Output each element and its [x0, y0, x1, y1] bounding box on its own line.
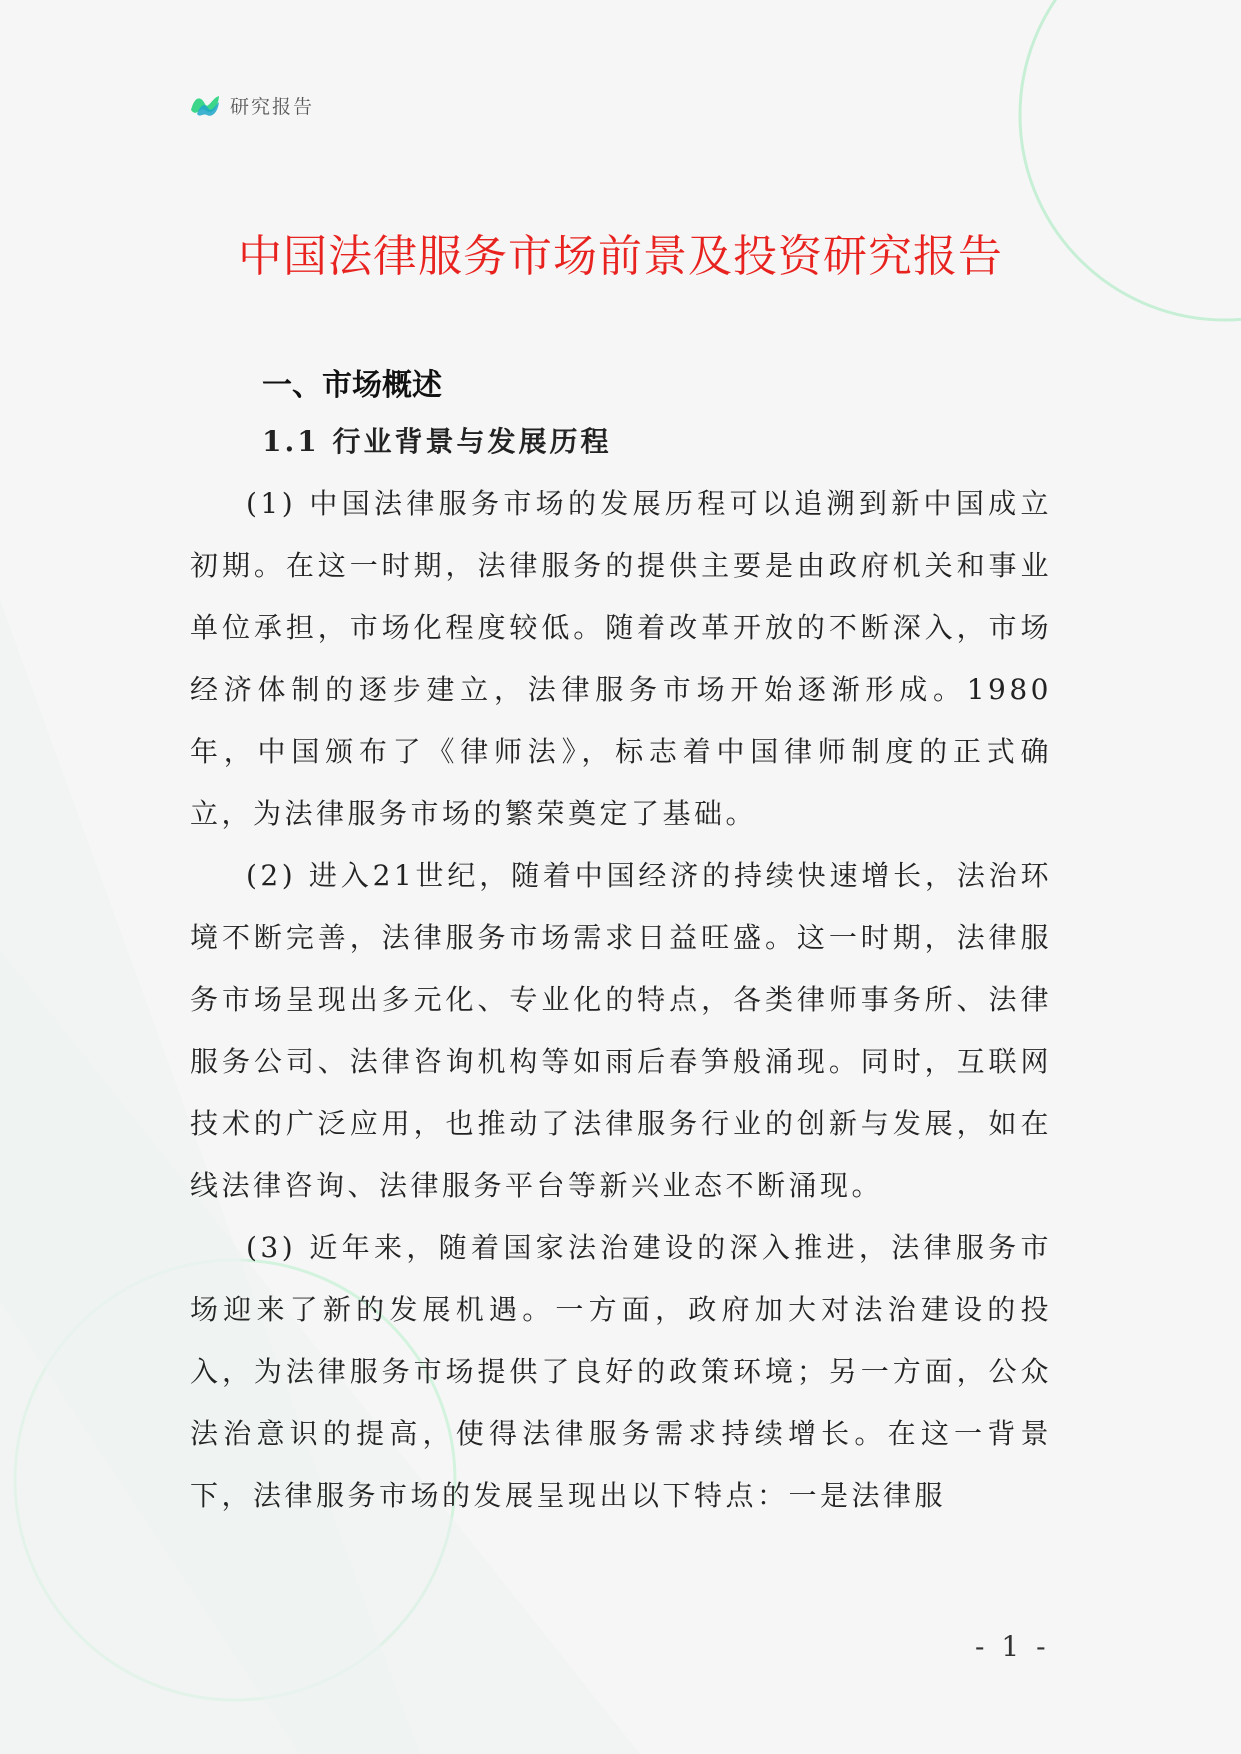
subsection-heading: 1.1 行业背景与发展历程 [262, 425, 612, 458]
page-number: - 1 - [975, 1630, 1050, 1663]
paragraph-1: (1) 中国法律服务市场的发展历程可以追溯到新中国成立初期。在这一时期，法律服务的提供主要是由政府机关和事业单位承担，市场化程度较低。随着改革开放的不断深入，市场经济体制的逐步建立，法律服务市场开始逐渐形成。1980年，中国颁布了《律师法》，标志着中国律师制度的正式确立，为法律服务市场的繁荣奠定了基础。 [190, 487, 1052, 830]
brand-logo-icon [188, 88, 222, 122]
document-body [190, 473, 1052, 1527]
header-label: 研究报告 [230, 95, 315, 118]
paragraph-2: (2) 进入21世纪，随着中国经济的持续快速增长，法治环境不断完善，法律服务市场需求日益旺盛。这一时期，法律服务市场呈现出多元化、专业化的特点，各类律师事务所、法律服务公司、法律咨询机构等如雨后春笋般涌现。同时，互联网技术的广泛应用，也推动了法律服务行业的创新与发展，如在线法律咨询、法律服务平台等新兴业态不断涌现。 [190, 859, 1052, 1202]
document-header [188, 88, 314, 122]
paragraph-3: (3) 近年来，随着国家法治建设的深入推进，法律服务市场迎来了新的发展机遇。一方面，政府加大对法治建设的投入，为法律服务市场提供了良好的政策环境；另一方面，公众法治意识的提高，使得法律服务需求持续增长。在这一背景下，法律服务市场的发展呈现出以下特点：一是法律服 [190, 1231, 1052, 1512]
section-heading: 一、市场概述 [262, 368, 442, 403]
document-title: 中国法律服务市场前景及投资研究报告 [238, 231, 1003, 282]
